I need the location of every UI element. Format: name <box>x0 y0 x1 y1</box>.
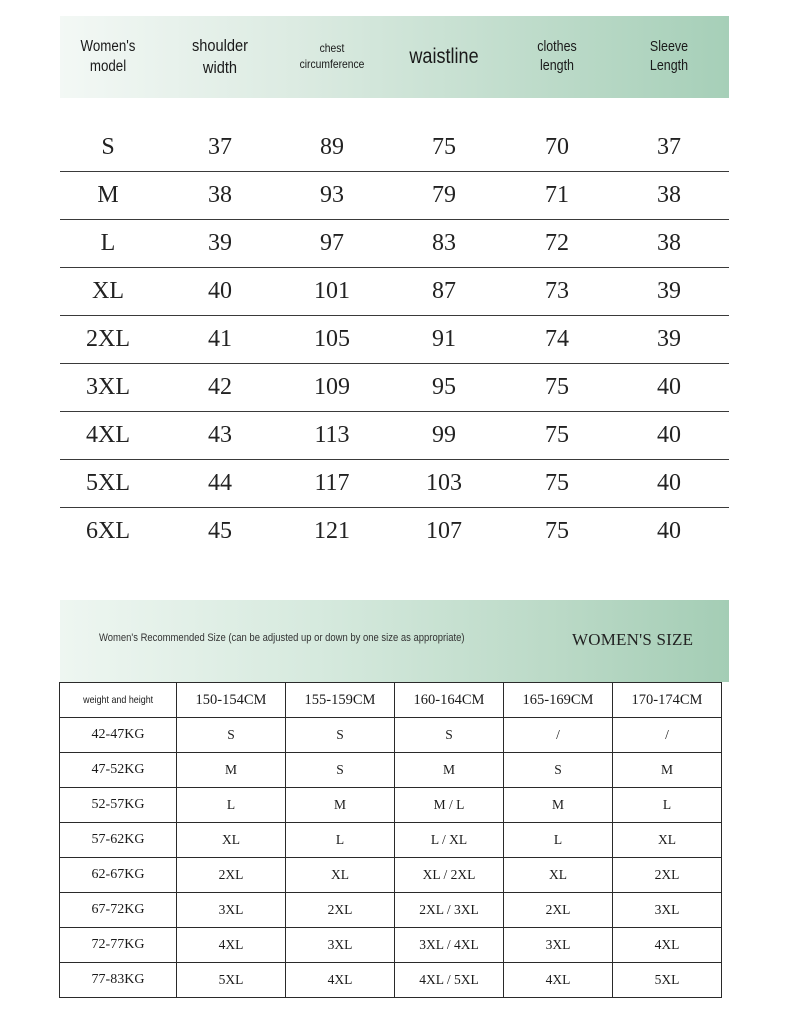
recommended-size: XL <box>177 823 286 858</box>
column-header <box>177 16 263 98</box>
size-row <box>60 267 729 316</box>
recommended-size: L <box>613 788 722 823</box>
weight-row <box>60 823 722 858</box>
weight-range: 42-47KG <box>60 718 177 753</box>
recommended-size: M <box>286 788 395 823</box>
recommended-size: S <box>286 718 395 753</box>
weight-row <box>60 718 722 753</box>
measurement-cell: 113 <box>314 421 350 448</box>
recommended-size: L <box>177 788 286 823</box>
height-range: 170-174CM <box>613 683 722 718</box>
measurement-cell: 40 <box>657 421 681 448</box>
measurement-cell: 99 <box>432 421 456 448</box>
column-header-line: shoulder <box>191 35 249 55</box>
recommended-size: M <box>504 788 613 823</box>
recommended-size: M / L <box>395 788 504 823</box>
height-range: 155-159CM <box>286 683 395 718</box>
recommended-size: 4XL / 5XL <box>395 963 504 998</box>
measurement-cell: 41 <box>208 325 232 352</box>
size-label: 6XL <box>86 517 130 544</box>
recommended-size: 3XL <box>177 893 286 928</box>
measurement-cell: 93 <box>320 181 344 208</box>
weight-range: 77-83KG <box>60 963 177 998</box>
column-header-line: width <box>202 58 238 77</box>
recommended-size: 2XL / 3XL <box>395 893 504 928</box>
measurement-cell: 39 <box>657 325 681 352</box>
measurement-cell: 101 <box>314 277 350 304</box>
recommended-size: S <box>395 718 504 753</box>
recommended-size: XL <box>504 858 613 893</box>
column-header-line: Women's <box>80 37 136 55</box>
measurement-cell: 89 <box>320 133 344 160</box>
column-header-line: length <box>540 58 574 74</box>
weight-range: 72-77KG <box>60 928 177 963</box>
weight-range: 62-67KG <box>60 858 177 893</box>
weight-row <box>60 963 722 998</box>
measurement-cell: 43 <box>208 421 232 448</box>
recommended-size: S <box>177 718 286 753</box>
measurement-cell: 107 <box>426 517 462 544</box>
weight-range: 52-57KG <box>60 788 177 823</box>
weight-range: 67-72KG <box>60 893 177 928</box>
recommended-size: S <box>286 753 395 788</box>
recommended-size: XL / 2XL <box>395 858 504 893</box>
measurement-cell: 40 <box>208 277 232 304</box>
size-label: XL <box>92 277 124 304</box>
recommendation-title: WOMEN'S SIZE <box>572 630 694 649</box>
recommended-size: 3XL <box>613 893 722 928</box>
recommended-size: XL <box>613 823 722 858</box>
column-header-line: waistline <box>409 45 479 69</box>
recommended-size: M <box>395 753 504 788</box>
height-header-row <box>60 683 722 718</box>
weight-row <box>60 858 722 893</box>
column-header <box>626 16 712 98</box>
size-row <box>60 171 729 220</box>
recommended-size: 4XL <box>177 928 286 963</box>
measurement-cell: 74 <box>545 325 569 352</box>
recommendation-table <box>59 682 722 998</box>
measurement-cell: 75 <box>545 421 569 448</box>
size-label: 4XL <box>86 421 130 448</box>
column-header <box>514 16 600 98</box>
measurement-cell: 75 <box>545 517 569 544</box>
measurement-cell: 97 <box>320 229 344 256</box>
measurement-cell: 117 <box>314 469 350 496</box>
recommended-size: 2XL <box>286 893 395 928</box>
weight-range: 57-62KG <box>60 823 177 858</box>
column-header-line: Sleeve <box>649 39 689 56</box>
recommended-size: 3XL / 4XL <box>395 928 504 963</box>
recommended-size: XL <box>286 858 395 893</box>
measurement-cell: 39 <box>657 277 681 304</box>
recommended-size: 4XL <box>613 928 722 963</box>
weight-row <box>60 788 722 823</box>
column-header <box>285 16 380 98</box>
measurement-cell: 40 <box>657 517 681 544</box>
measurement-cell: 70 <box>545 133 569 160</box>
size-row <box>60 219 729 268</box>
measurement-cell: 40 <box>657 373 681 400</box>
recommended-size: L <box>286 823 395 858</box>
size-label: L <box>100 229 116 256</box>
column-header-line: model <box>89 58 127 75</box>
corner-label-text: weight and height <box>83 694 153 706</box>
measurement-cell: 44 <box>208 469 232 496</box>
weight-range: 47-52KG <box>60 753 177 788</box>
recommended-size: / <box>613 718 722 753</box>
recommended-size: 2XL <box>177 858 286 893</box>
recommended-size: 2XL <box>504 893 613 928</box>
measurement-cell: 72 <box>545 229 569 256</box>
height-range: 165-169CM <box>504 683 613 718</box>
measurement-cell: 79 <box>432 181 456 208</box>
measurement-cell: 37 <box>208 133 232 160</box>
size-label: 3XL <box>86 373 130 400</box>
size-row <box>60 411 729 460</box>
recommended-size: / <box>504 718 613 753</box>
weight-row <box>60 893 722 928</box>
size-row <box>60 363 729 412</box>
size-label: S <box>101 133 115 160</box>
recommended-size: L <box>504 823 613 858</box>
column-header-line: circumference <box>299 57 365 71</box>
column-header-line: chest <box>319 41 345 56</box>
measurement-cell: 38 <box>208 181 232 208</box>
recommendation-note: Women's Recommended Size (can be adjusted up or down by one size as appropriate) <box>99 632 465 644</box>
column-header <box>397 16 492 98</box>
measurement-cell: 121 <box>314 517 350 544</box>
height-range: 150-154CM <box>177 683 286 718</box>
recommended-size: L / XL <box>395 823 504 858</box>
size-row <box>60 459 729 508</box>
corner-label <box>60 683 177 718</box>
recommended-size: M <box>613 753 722 788</box>
measurement-cell: 42 <box>208 373 232 400</box>
measurement-cell: 109 <box>314 373 350 400</box>
size-label: M <box>97 181 119 208</box>
measurement-cell: 91 <box>432 325 456 352</box>
weight-row <box>60 928 722 963</box>
measurement-cell: 40 <box>657 469 681 496</box>
measurement-cell: 39 <box>208 229 232 256</box>
measurement-cell: 105 <box>314 325 350 352</box>
measurement-cell: 87 <box>432 277 456 304</box>
measurement-cell: 95 <box>432 373 456 400</box>
column-header-line: clothes <box>537 39 577 56</box>
recommended-size: M <box>177 753 286 788</box>
size-row <box>60 123 729 172</box>
recommended-size: 4XL <box>504 963 613 998</box>
recommended-size: 3XL <box>504 928 613 963</box>
measurement-cell: 38 <box>657 229 681 256</box>
height-range: 160-164CM <box>395 683 504 718</box>
recommended-size: 2XL <box>613 858 722 893</box>
column-header <box>65 16 151 98</box>
measurement-cell: 73 <box>545 277 569 304</box>
measurement-cell: 37 <box>657 133 681 160</box>
size-row <box>60 315 729 364</box>
measurement-cell: 45 <box>208 517 232 544</box>
measurement-cell: 71 <box>545 181 569 208</box>
measurement-cell: 75 <box>432 133 456 160</box>
measurement-cell: 103 <box>426 469 462 496</box>
measurement-cell: 83 <box>432 229 456 256</box>
measurement-cell: 75 <box>545 373 569 400</box>
recommended-size: 4XL <box>286 963 395 998</box>
weight-row <box>60 753 722 788</box>
measurement-cell: 75 <box>545 469 569 496</box>
recommended-size: 5XL <box>177 963 286 998</box>
recommended-size: 5XL <box>613 963 722 998</box>
size-label: 2XL <box>86 325 130 352</box>
size-row <box>60 507 729 555</box>
size-label: 5XL <box>86 469 130 496</box>
column-header-line: Length <box>649 58 689 74</box>
recommended-size: 3XL <box>286 928 395 963</box>
measurement-cell: 38 <box>657 181 681 208</box>
recommended-size: S <box>504 753 613 788</box>
